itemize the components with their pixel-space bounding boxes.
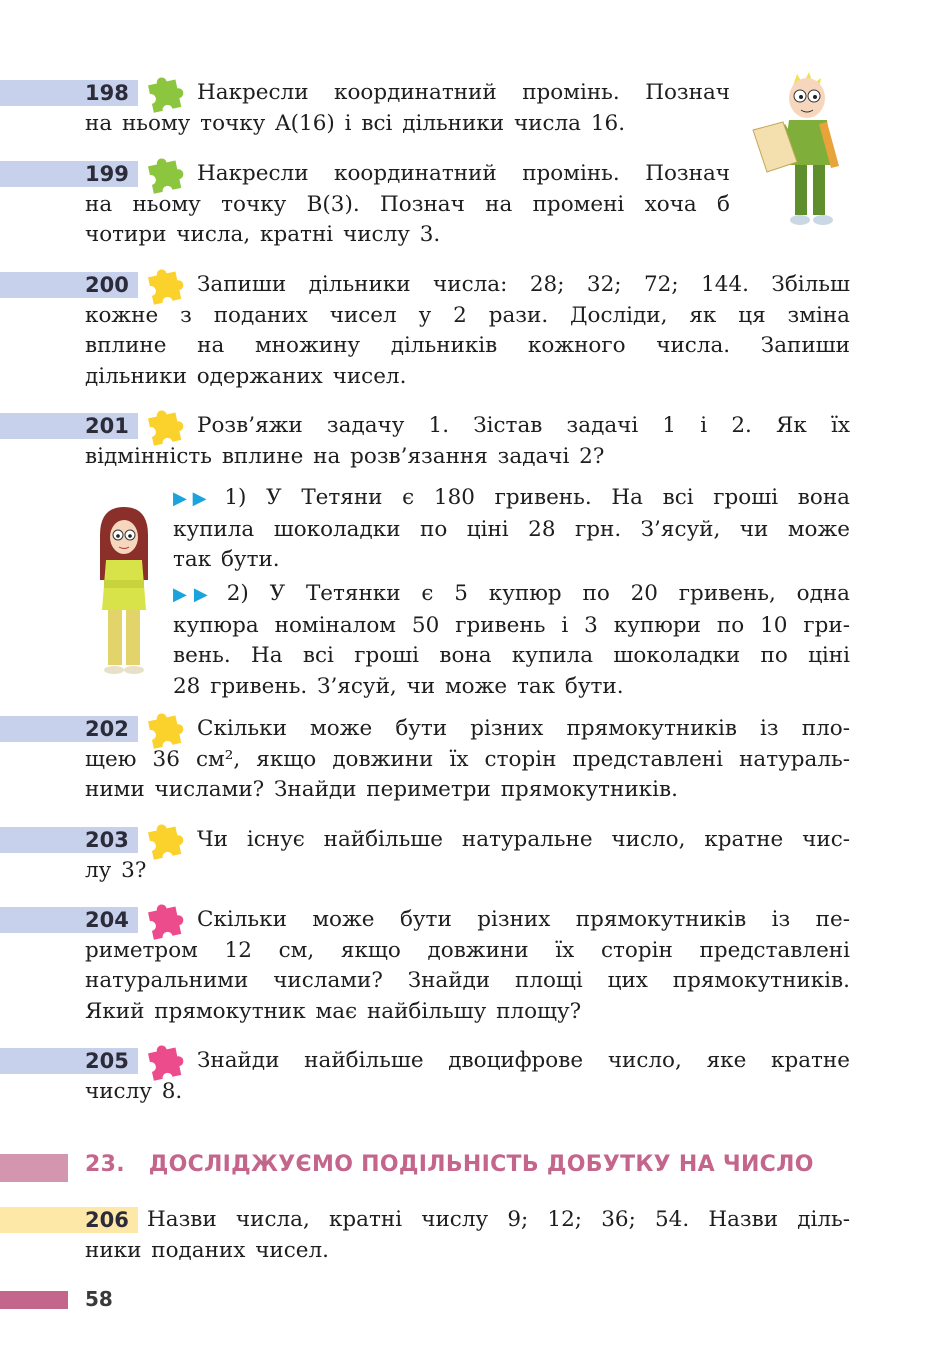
text-line: Скільки може бути різних прямокутників із пло-	[197, 716, 850, 741]
task-203-text	[85, 825, 850, 886]
task-number: 199	[85, 162, 129, 186]
task-number: 205	[85, 1049, 129, 1073]
text-line: купюра номіналом 50 гривень і 3 купюри по 10 гри-	[173, 612, 850, 638]
text-line: ники поданих чисел.	[85, 1237, 330, 1263]
task-number: 204	[85, 908, 129, 932]
text-line: відмінність вплине на розв’язання задачі 2?	[85, 443, 605, 469]
text-line: риметром 12 см, якщо довжини їх сторін представлені	[85, 937, 850, 963]
task-205-text	[85, 1046, 850, 1107]
task-number: 206	[85, 1208, 129, 1232]
girl-illustration	[88, 505, 158, 680]
text-line: Накресли координатний промінь. Познач	[197, 161, 730, 186]
text-line: 2) У Тетянки є 5 купюр по 20 гривень, одна	[226, 581, 851, 606]
task-204-text	[85, 905, 850, 1027]
text-line: лу 3?	[85, 857, 147, 883]
text-line: купила шоколадки по ціні 28 грн. З’ясуй, чи може	[173, 516, 850, 542]
text-line: 1) У Тетяни є 180 гривень. На всі гроші вона	[224, 485, 850, 510]
text-line: Скільки може бути різних прямокутників із пе-	[197, 907, 850, 932]
task-number: 198	[85, 81, 129, 105]
page-number: 58	[85, 1287, 113, 1311]
text-line: Який прямокутник має найбільшу площу?	[85, 998, 582, 1024]
double-arrow-icon: ▶▶	[173, 488, 213, 509]
text-line: Запиши дільники числа: 28; 32; 72; 144. Збільш	[197, 272, 850, 297]
text-line: Знайди найбільше двоцифрове число, яке кратне	[197, 1048, 850, 1073]
task-201-subproblem-2	[173, 579, 850, 702]
task-number: 200	[85, 273, 129, 297]
text-line: щею 36 см², якщо довжини їх сторін представлені натураль-	[85, 746, 850, 772]
text-line: дільники одержаних чисел.	[85, 363, 407, 389]
double-arrow-icon: ▶▶	[173, 584, 215, 605]
text-line: натуральними числами? Знайди площі цих прямокутників.	[85, 968, 850, 994]
text-line: 28 гривень. З’ясуй, чи може так бути.	[173, 673, 624, 699]
section-bar	[0, 1154, 68, 1182]
text-line: чотири числа, кратні числу 3.	[85, 222, 441, 248]
section-title: ДОСЛІДЖУЄМО ПОДІЛЬНІСТЬ ДОБУТКУ НА ЧИСЛО	[148, 1152, 814, 1177]
text-line: так бути.	[173, 547, 280, 573]
text-line: вень. На всі гроші вона купила шоколадки по ціні	[173, 643, 850, 669]
text-line: кожне з поданих чисел у 2 рази. Досліди, як ця зміна	[85, 302, 850, 328]
task-200-text	[85, 270, 850, 392]
text-line: вплине на множину дільників кожного числа. Запиши	[85, 333, 850, 359]
text-line: на ньому точку B(3). Познач на промені хоча б	[85, 191, 730, 217]
task-201-subproblem-1	[173, 483, 850, 576]
task-202-text	[85, 714, 850, 806]
text-line: Чи існує найбільше натуральне число, кратне чис-	[197, 827, 850, 852]
text-line: ними числами? Знайди периметри прямокутників.	[85, 777, 678, 803]
section-heading	[85, 1152, 814, 1177]
page-number-bar	[0, 1291, 68, 1309]
section-number: 23.	[85, 1152, 125, 1177]
task-206-text	[85, 1205, 850, 1266]
text-line: Накресли координатний промінь. Познач	[197, 80, 730, 105]
task-number: 201	[85, 414, 129, 438]
task-number: 203	[85, 828, 129, 852]
text-line: числу 8.	[85, 1078, 183, 1104]
task-201-text	[85, 411, 850, 472]
task-198-text	[85, 78, 730, 139]
text-line: Назви числа, кратні числу 9; 12; 36; 54. Назви діль-	[147, 1207, 850, 1232]
task-number: 202	[85, 717, 129, 741]
text-line: на ньому точку A(16) і всі дільники числа 16.	[85, 110, 626, 136]
boy-with-ruler-illustration	[745, 68, 855, 228]
text-line: Розв’яжи задачу 1. Зістав задачі 1 і 2. Як їх	[197, 413, 850, 438]
task-199-text	[85, 159, 730, 251]
